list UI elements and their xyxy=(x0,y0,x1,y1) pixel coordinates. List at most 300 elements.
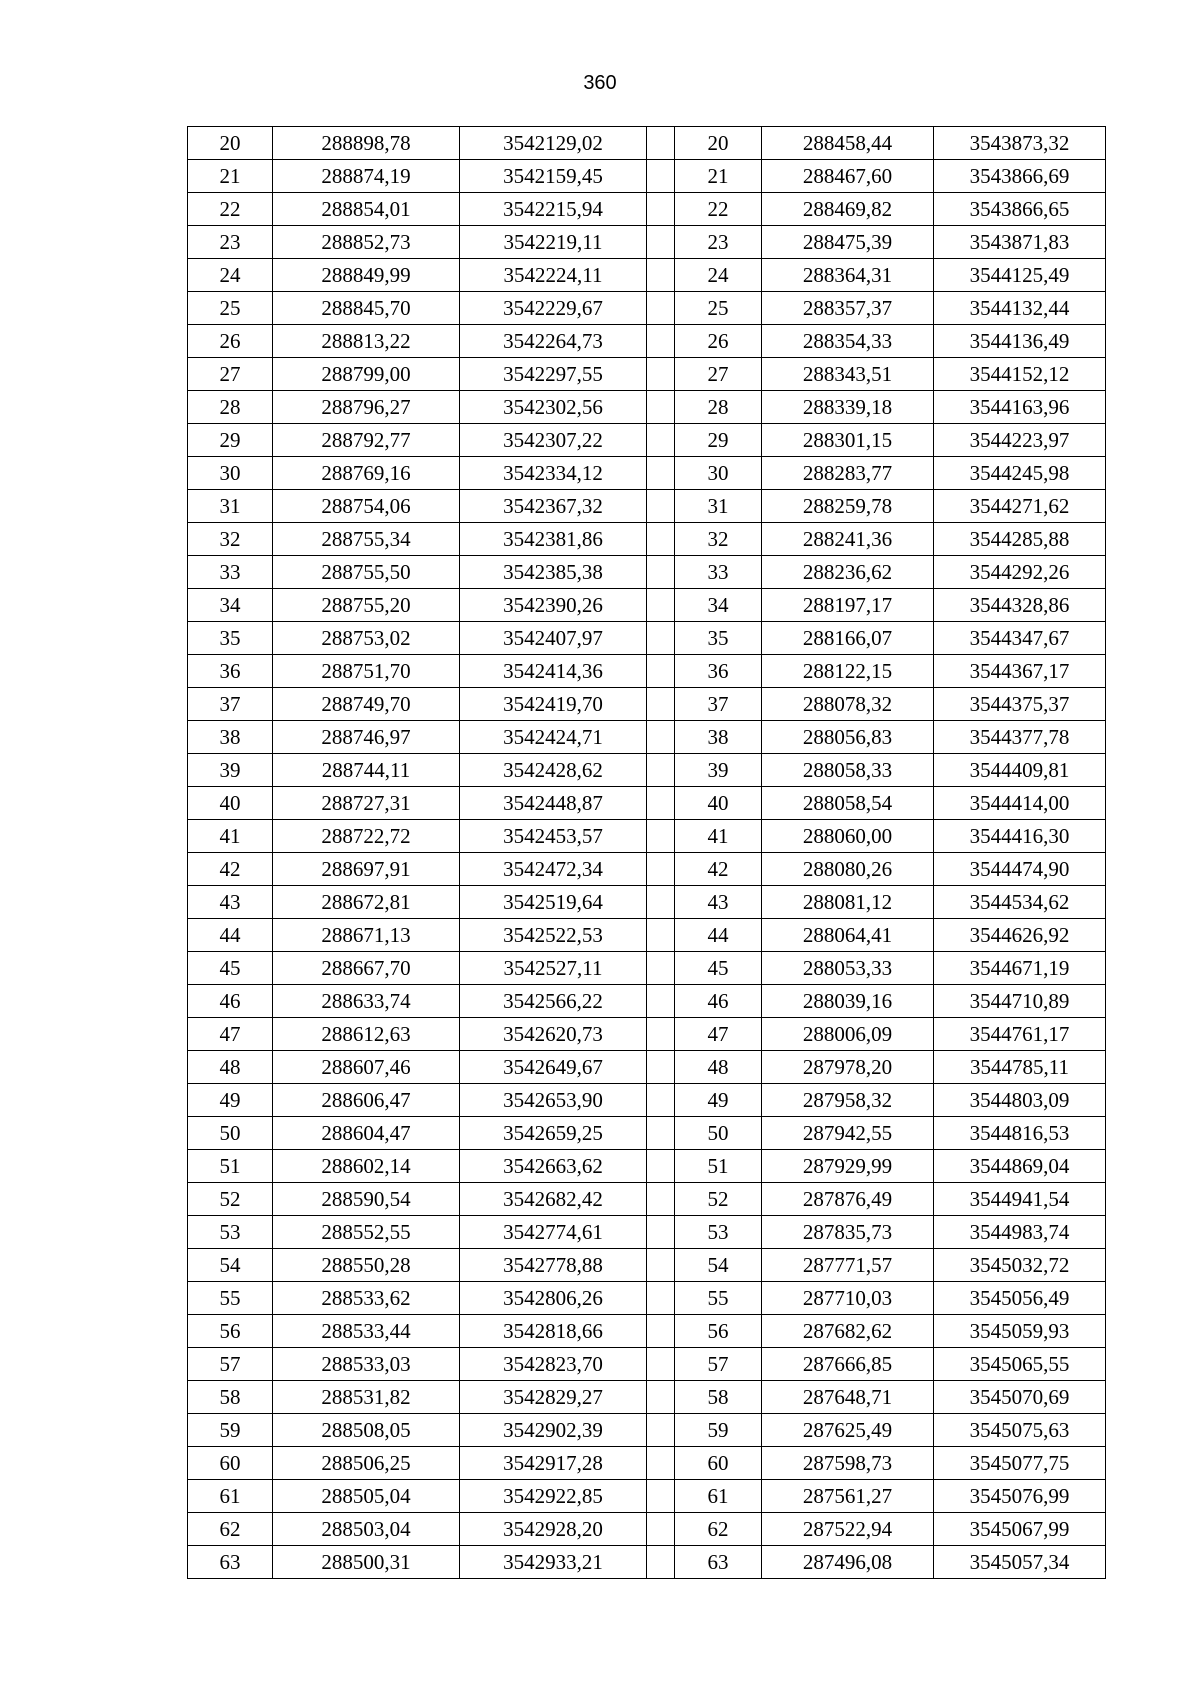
point-number-left: 30 xyxy=(188,457,273,490)
x-coordinate-right: 288339,18 xyxy=(762,391,934,424)
point-number-right: 37 xyxy=(675,688,762,721)
point-number-right: 60 xyxy=(675,1447,762,1480)
y-coordinate-left: 3542414,36 xyxy=(460,655,647,688)
y-coordinate-left: 3542407,97 xyxy=(460,622,647,655)
point-number-left: 57 xyxy=(188,1348,273,1381)
x-coordinate-right: 288064,41 xyxy=(762,919,934,952)
x-coordinate-right: 287625,49 xyxy=(762,1414,934,1447)
y-coordinate-right: 3544409,81 xyxy=(934,754,1106,787)
x-coordinate-right: 287666,85 xyxy=(762,1348,934,1381)
y-coordinate-left: 3542823,70 xyxy=(460,1348,647,1381)
y-coordinate-left: 3542620,73 xyxy=(460,1018,647,1051)
point-number-right: 21 xyxy=(675,160,762,193)
x-coordinate-left: 288799,00 xyxy=(273,358,460,391)
x-coordinate-right: 288081,12 xyxy=(762,886,934,919)
x-coordinate-right: 288343,51 xyxy=(762,358,934,391)
x-coordinate-right: 288039,16 xyxy=(762,985,934,1018)
y-coordinate-right: 3544626,92 xyxy=(934,919,1106,952)
column-separator xyxy=(647,886,675,919)
table-row xyxy=(188,655,1106,688)
point-number-right: 28 xyxy=(675,391,762,424)
point-number-left: 55 xyxy=(188,1282,273,1315)
point-number-left: 60 xyxy=(188,1447,273,1480)
point-number-right: 61 xyxy=(675,1480,762,1513)
table-row xyxy=(188,358,1106,391)
y-coordinate-left: 3542653,90 xyxy=(460,1084,647,1117)
y-coordinate-right: 3544414,00 xyxy=(934,787,1106,820)
point-number-right: 22 xyxy=(675,193,762,226)
point-number-right: 63 xyxy=(675,1546,762,1579)
x-coordinate-left: 288854,01 xyxy=(273,193,460,226)
point-number-right: 59 xyxy=(675,1414,762,1447)
x-coordinate-left: 288550,28 xyxy=(273,1249,460,1282)
x-coordinate-left: 288506,25 xyxy=(273,1447,460,1480)
y-coordinate-left: 3542224,11 xyxy=(460,259,647,292)
point-number-left: 25 xyxy=(188,292,273,325)
y-coordinate-left: 3542522,53 xyxy=(460,919,647,952)
y-coordinate-right: 3545032,72 xyxy=(934,1249,1106,1282)
column-separator xyxy=(647,655,675,688)
y-coordinate-right: 3545076,99 xyxy=(934,1480,1106,1513)
x-coordinate-left: 288602,14 xyxy=(273,1150,460,1183)
table-row xyxy=(188,754,1106,787)
point-number-right: 46 xyxy=(675,985,762,1018)
column-separator xyxy=(647,1183,675,1216)
y-coordinate-right: 3544292,26 xyxy=(934,556,1106,589)
point-number-left: 34 xyxy=(188,589,273,622)
point-number-left: 35 xyxy=(188,622,273,655)
point-number-left: 27 xyxy=(188,358,273,391)
column-separator xyxy=(647,952,675,985)
y-coordinate-right: 3544375,37 xyxy=(934,688,1106,721)
table-row xyxy=(188,820,1106,853)
point-number-right: 23 xyxy=(675,226,762,259)
table-row xyxy=(188,952,1106,985)
x-coordinate-right: 287958,32 xyxy=(762,1084,934,1117)
y-coordinate-right: 3544163,96 xyxy=(934,391,1106,424)
y-coordinate-right: 3544761,17 xyxy=(934,1018,1106,1051)
table-row xyxy=(188,688,1106,721)
y-coordinate-left: 3542829,27 xyxy=(460,1381,647,1414)
y-coordinate-left: 3542219,11 xyxy=(460,226,647,259)
point-number-right: 47 xyxy=(675,1018,762,1051)
point-number-left: 20 xyxy=(188,127,273,160)
y-coordinate-left: 3542129,02 xyxy=(460,127,647,160)
y-coordinate-left: 3542663,62 xyxy=(460,1150,647,1183)
point-number-right: 56 xyxy=(675,1315,762,1348)
table-row xyxy=(188,622,1106,655)
x-coordinate-left: 288590,54 xyxy=(273,1183,460,1216)
column-separator xyxy=(647,1447,675,1480)
point-number-right: 53 xyxy=(675,1216,762,1249)
x-coordinate-right: 287682,62 xyxy=(762,1315,934,1348)
y-coordinate-right: 3544285,88 xyxy=(934,523,1106,556)
y-coordinate-left: 3542774,61 xyxy=(460,1216,647,1249)
x-coordinate-left: 288874,19 xyxy=(273,160,460,193)
x-coordinate-right: 288197,17 xyxy=(762,589,934,622)
point-number-right: 32 xyxy=(675,523,762,556)
x-coordinate-left: 288849,99 xyxy=(273,259,460,292)
column-separator xyxy=(647,325,675,358)
x-coordinate-left: 288697,91 xyxy=(273,853,460,886)
column-separator xyxy=(647,754,675,787)
column-separator xyxy=(647,787,675,820)
column-separator xyxy=(647,853,675,886)
column-separator xyxy=(647,556,675,589)
y-coordinate-left: 3542419,70 xyxy=(460,688,647,721)
y-coordinate-left: 3542367,32 xyxy=(460,490,647,523)
point-number-right: 27 xyxy=(675,358,762,391)
x-coordinate-right: 288357,37 xyxy=(762,292,934,325)
column-separator xyxy=(647,424,675,457)
x-coordinate-left: 288755,50 xyxy=(273,556,460,589)
y-coordinate-right: 3544941,54 xyxy=(934,1183,1106,1216)
table-row xyxy=(188,1018,1106,1051)
x-coordinate-right: 288364,31 xyxy=(762,259,934,292)
column-separator xyxy=(647,1150,675,1183)
table-row xyxy=(188,919,1106,952)
y-coordinate-right: 3545056,49 xyxy=(934,1282,1106,1315)
point-number-right: 44 xyxy=(675,919,762,952)
point-number-left: 62 xyxy=(188,1513,273,1546)
column-separator xyxy=(647,457,675,490)
x-coordinate-right: 287876,49 xyxy=(762,1183,934,1216)
table-row xyxy=(188,1183,1106,1216)
point-number-left: 50 xyxy=(188,1117,273,1150)
table-row xyxy=(188,985,1106,1018)
x-coordinate-left: 288505,04 xyxy=(273,1480,460,1513)
point-number-left: 46 xyxy=(188,985,273,1018)
x-coordinate-right: 288236,62 xyxy=(762,556,934,589)
x-coordinate-right: 288006,09 xyxy=(762,1018,934,1051)
x-coordinate-left: 288746,97 xyxy=(273,721,460,754)
point-number-left: 44 xyxy=(188,919,273,952)
x-coordinate-left: 288769,16 xyxy=(273,457,460,490)
point-number-left: 21 xyxy=(188,160,273,193)
x-coordinate-right: 288467,60 xyxy=(762,160,934,193)
y-coordinate-right: 3545077,75 xyxy=(934,1447,1106,1480)
table-row xyxy=(188,160,1106,193)
table-row xyxy=(188,1150,1106,1183)
y-coordinate-left: 3542264,73 xyxy=(460,325,647,358)
y-coordinate-right: 3544152,12 xyxy=(934,358,1106,391)
point-number-left: 23 xyxy=(188,226,273,259)
table-row xyxy=(188,424,1106,457)
table-row xyxy=(188,127,1106,160)
point-number-left: 45 xyxy=(188,952,273,985)
y-coordinate-left: 3542385,38 xyxy=(460,556,647,589)
y-coordinate-left: 3542818,66 xyxy=(460,1315,647,1348)
x-coordinate-right: 288259,78 xyxy=(762,490,934,523)
y-coordinate-left: 3542453,57 xyxy=(460,820,647,853)
y-coordinate-right: 3544785,11 xyxy=(934,1051,1106,1084)
y-coordinate-left: 3542215,94 xyxy=(460,193,647,226)
x-coordinate-right: 287710,03 xyxy=(762,1282,934,1315)
point-number-left: 48 xyxy=(188,1051,273,1084)
table-row xyxy=(188,1414,1106,1447)
column-separator xyxy=(647,127,675,160)
table-row xyxy=(188,556,1106,589)
y-coordinate-right: 3545057,34 xyxy=(934,1546,1106,1579)
point-number-left: 51 xyxy=(188,1150,273,1183)
y-coordinate-left: 3542917,28 xyxy=(460,1447,647,1480)
y-coordinate-right: 3545070,69 xyxy=(934,1381,1106,1414)
point-number-left: 61 xyxy=(188,1480,273,1513)
column-separator xyxy=(647,358,675,391)
point-number-right: 42 xyxy=(675,853,762,886)
column-separator xyxy=(647,490,675,523)
y-coordinate-right: 3543866,65 xyxy=(934,193,1106,226)
table-row xyxy=(188,226,1106,259)
x-coordinate-right: 287648,71 xyxy=(762,1381,934,1414)
y-coordinate-left: 3542428,62 xyxy=(460,754,647,787)
x-coordinate-left: 288754,06 xyxy=(273,490,460,523)
y-coordinate-left: 3542297,55 xyxy=(460,358,647,391)
x-coordinate-left: 288845,70 xyxy=(273,292,460,325)
y-coordinate-left: 3542381,86 xyxy=(460,523,647,556)
column-separator xyxy=(647,523,675,556)
x-coordinate-left: 288898,78 xyxy=(273,127,460,160)
x-coordinate-right: 287598,73 xyxy=(762,1447,934,1480)
x-coordinate-right: 287942,55 xyxy=(762,1117,934,1150)
x-coordinate-left: 288612,63 xyxy=(273,1018,460,1051)
table-row xyxy=(188,1282,1106,1315)
x-coordinate-left: 288755,20 xyxy=(273,589,460,622)
x-coordinate-left: 288533,03 xyxy=(273,1348,460,1381)
point-number-left: 56 xyxy=(188,1315,273,1348)
x-coordinate-right: 287978,20 xyxy=(762,1051,934,1084)
x-coordinate-right: 288080,26 xyxy=(762,853,934,886)
y-coordinate-left: 3542566,22 xyxy=(460,985,647,1018)
x-coordinate-right: 287561,27 xyxy=(762,1480,934,1513)
point-number-right: 40 xyxy=(675,787,762,820)
y-coordinate-left: 3542778,88 xyxy=(460,1249,647,1282)
table-row xyxy=(188,853,1106,886)
table-row xyxy=(188,1513,1106,1546)
column-separator xyxy=(647,1051,675,1084)
y-coordinate-right: 3543873,32 xyxy=(934,127,1106,160)
y-coordinate-right: 3544136,49 xyxy=(934,325,1106,358)
point-number-right: 39 xyxy=(675,754,762,787)
y-coordinate-right: 3544869,04 xyxy=(934,1150,1106,1183)
coordinates-table xyxy=(187,126,1106,1579)
point-number-right: 35 xyxy=(675,622,762,655)
x-coordinate-right: 288060,00 xyxy=(762,820,934,853)
table-row xyxy=(188,523,1106,556)
table-row xyxy=(188,391,1106,424)
x-coordinate-left: 288749,70 xyxy=(273,688,460,721)
x-coordinate-left: 288531,82 xyxy=(273,1381,460,1414)
point-number-right: 31 xyxy=(675,490,762,523)
table-row xyxy=(188,193,1106,226)
x-coordinate-left: 288633,74 xyxy=(273,985,460,1018)
x-coordinate-left: 288722,72 xyxy=(273,820,460,853)
column-separator xyxy=(647,1282,675,1315)
point-number-right: 51 xyxy=(675,1150,762,1183)
column-separator xyxy=(647,985,675,1018)
point-number-right: 52 xyxy=(675,1183,762,1216)
point-number-left: 26 xyxy=(188,325,273,358)
y-coordinate-left: 3542229,67 xyxy=(460,292,647,325)
column-separator xyxy=(647,1117,675,1150)
point-number-left: 37 xyxy=(188,688,273,721)
column-separator xyxy=(647,391,675,424)
y-coordinate-right: 3545059,93 xyxy=(934,1315,1106,1348)
column-separator xyxy=(647,1084,675,1117)
y-coordinate-left: 3542159,45 xyxy=(460,160,647,193)
table-row xyxy=(188,1084,1106,1117)
y-coordinate-left: 3542302,56 xyxy=(460,391,647,424)
y-coordinate-left: 3542519,64 xyxy=(460,886,647,919)
page-number: 360 xyxy=(583,72,617,94)
point-number-right: 20 xyxy=(675,127,762,160)
column-separator xyxy=(647,1381,675,1414)
y-coordinate-left: 3542902,39 xyxy=(460,1414,647,1447)
x-coordinate-left: 288606,47 xyxy=(273,1084,460,1117)
column-separator xyxy=(647,1249,675,1282)
point-number-left: 40 xyxy=(188,787,273,820)
x-coordinate-left: 288796,27 xyxy=(273,391,460,424)
y-coordinate-left: 3542928,20 xyxy=(460,1513,647,1546)
point-number-left: 63 xyxy=(188,1546,273,1579)
y-coordinate-left: 3542448,87 xyxy=(460,787,647,820)
point-number-right: 54 xyxy=(675,1249,762,1282)
y-coordinate-right: 3544671,19 xyxy=(934,952,1106,985)
y-coordinate-left: 3542307,22 xyxy=(460,424,647,457)
column-separator xyxy=(647,1513,675,1546)
table-row xyxy=(188,589,1106,622)
point-number-left: 58 xyxy=(188,1381,273,1414)
point-number-left: 32 xyxy=(188,523,273,556)
table-row xyxy=(188,1480,1106,1513)
point-number-left: 47 xyxy=(188,1018,273,1051)
column-separator xyxy=(647,1414,675,1447)
table-row xyxy=(188,457,1106,490)
x-coordinate-right: 288283,77 xyxy=(762,457,934,490)
table-row xyxy=(188,1447,1106,1480)
point-number-left: 36 xyxy=(188,655,273,688)
column-separator xyxy=(647,193,675,226)
y-coordinate-right: 3544367,17 xyxy=(934,655,1106,688)
x-coordinate-right: 287522,94 xyxy=(762,1513,934,1546)
column-separator xyxy=(647,622,675,655)
x-coordinate-right: 288122,15 xyxy=(762,655,934,688)
point-number-right: 62 xyxy=(675,1513,762,1546)
table-row xyxy=(188,1249,1106,1282)
x-coordinate-left: 288852,73 xyxy=(273,226,460,259)
y-coordinate-right: 3544377,78 xyxy=(934,721,1106,754)
point-number-left: 28 xyxy=(188,391,273,424)
x-coordinate-left: 288792,77 xyxy=(273,424,460,457)
column-separator xyxy=(647,226,675,259)
column-separator xyxy=(647,589,675,622)
point-number-right: 41 xyxy=(675,820,762,853)
x-coordinate-left: 288667,70 xyxy=(273,952,460,985)
x-coordinate-left: 288533,62 xyxy=(273,1282,460,1315)
point-number-right: 49 xyxy=(675,1084,762,1117)
table-row xyxy=(188,787,1106,820)
column-separator xyxy=(647,721,675,754)
point-number-left: 53 xyxy=(188,1216,273,1249)
table-row xyxy=(188,1117,1106,1150)
y-coordinate-right: 3544223,97 xyxy=(934,424,1106,457)
column-separator xyxy=(647,160,675,193)
point-number-right: 34 xyxy=(675,589,762,622)
x-coordinate-right: 288053,33 xyxy=(762,952,934,985)
point-number-left: 54 xyxy=(188,1249,273,1282)
y-coordinate-right: 3543871,83 xyxy=(934,226,1106,259)
y-coordinate-right: 3544132,44 xyxy=(934,292,1106,325)
point-number-right: 24 xyxy=(675,259,762,292)
x-coordinate-left: 288813,22 xyxy=(273,325,460,358)
table-row xyxy=(188,325,1106,358)
y-coordinate-left: 3542527,11 xyxy=(460,952,647,985)
point-number-right: 33 xyxy=(675,556,762,589)
point-number-left: 41 xyxy=(188,820,273,853)
y-coordinate-right: 3544328,86 xyxy=(934,589,1106,622)
x-coordinate-right: 288469,82 xyxy=(762,193,934,226)
column-separator xyxy=(647,292,675,325)
x-coordinate-left: 288533,44 xyxy=(273,1315,460,1348)
y-coordinate-right: 3544803,09 xyxy=(934,1084,1106,1117)
table-row xyxy=(188,259,1106,292)
y-coordinate-left: 3542806,26 xyxy=(460,1282,647,1315)
table-row xyxy=(188,1348,1106,1381)
point-number-right: 26 xyxy=(675,325,762,358)
y-coordinate-left: 3542933,21 xyxy=(460,1546,647,1579)
x-coordinate-right: 288056,83 xyxy=(762,721,934,754)
y-coordinate-right: 3545065,55 xyxy=(934,1348,1106,1381)
x-coordinate-right: 288166,07 xyxy=(762,622,934,655)
y-coordinate-right: 3544816,53 xyxy=(934,1117,1106,1150)
x-coordinate-right: 288058,33 xyxy=(762,754,934,787)
x-coordinate-right: 288058,54 xyxy=(762,787,934,820)
point-number-right: 45 xyxy=(675,952,762,985)
column-separator xyxy=(647,688,675,721)
point-number-right: 36 xyxy=(675,655,762,688)
point-number-right: 55 xyxy=(675,1282,762,1315)
table-row xyxy=(188,1216,1106,1249)
point-number-right: 57 xyxy=(675,1348,762,1381)
point-number-left: 49 xyxy=(188,1084,273,1117)
column-separator xyxy=(647,1480,675,1513)
column-separator xyxy=(647,259,675,292)
y-coordinate-right: 3544983,74 xyxy=(934,1216,1106,1249)
x-coordinate-left: 288744,11 xyxy=(273,754,460,787)
point-number-left: 38 xyxy=(188,721,273,754)
x-coordinate-left: 288604,47 xyxy=(273,1117,460,1150)
point-number-right: 30 xyxy=(675,457,762,490)
x-coordinate-left: 288727,31 xyxy=(273,787,460,820)
x-coordinate-right: 287929,99 xyxy=(762,1150,934,1183)
y-coordinate-right: 3544245,98 xyxy=(934,457,1106,490)
x-coordinate-right: 287496,08 xyxy=(762,1546,934,1579)
point-number-left: 39 xyxy=(188,754,273,787)
x-coordinate-right: 287835,73 xyxy=(762,1216,934,1249)
point-number-left: 31 xyxy=(188,490,273,523)
y-coordinate-right: 3544474,90 xyxy=(934,853,1106,886)
x-coordinate-left: 288508,05 xyxy=(273,1414,460,1447)
point-number-right: 25 xyxy=(675,292,762,325)
y-coordinate-right: 3544534,62 xyxy=(934,886,1106,919)
x-coordinate-left: 288672,81 xyxy=(273,886,460,919)
point-number-right: 48 xyxy=(675,1051,762,1084)
column-separator xyxy=(647,1348,675,1381)
column-separator xyxy=(647,919,675,952)
x-coordinate-right: 288475,39 xyxy=(762,226,934,259)
point-number-left: 33 xyxy=(188,556,273,589)
column-separator xyxy=(647,1018,675,1051)
